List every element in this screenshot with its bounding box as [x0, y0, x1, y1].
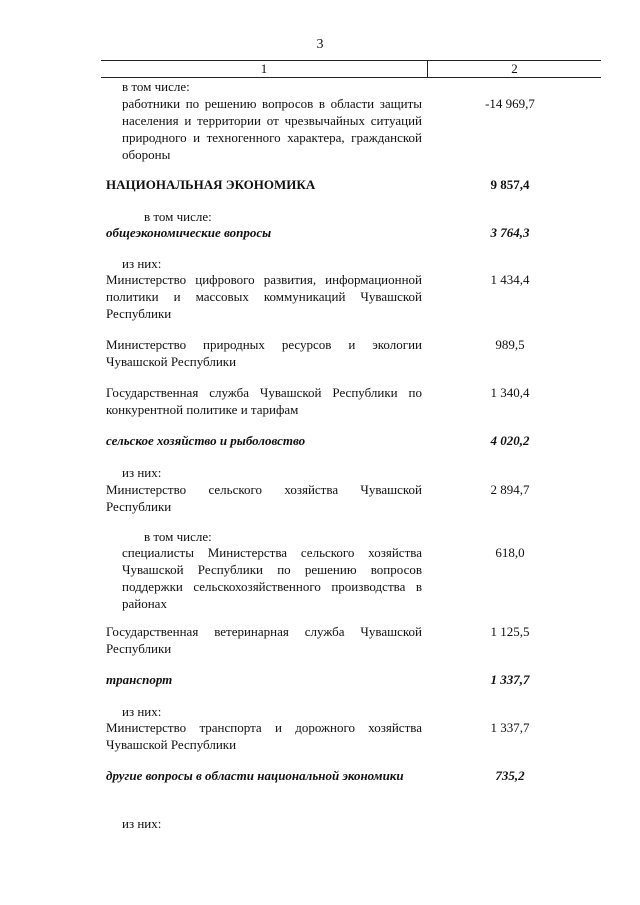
- row-label: в том числе:: [122, 79, 190, 94]
- row-label: в том числе:: [144, 529, 212, 544]
- row-value: 1 125,5: [490, 624, 530, 639]
- row-value: 9 857,4: [490, 177, 530, 192]
- header-col-2: 2: [511, 61, 518, 76]
- row-label: общеэкономические вопросы: [106, 225, 272, 240]
- row-label: Государственная служба Чувашской Республики по конкурентной политике и тарифам: [106, 385, 422, 417]
- row-label: специалисты Министерства сельского хозяйства Чувашской Республики по решению вопросов поддержки сельскохозяйственного производства в районах: [122, 545, 422, 611]
- row-value: 1 434,4: [490, 272, 530, 287]
- row-value: -14 969,7: [485, 96, 535, 111]
- row-label: Министерство транспорта и дорожного хозяйства Чувашской Республики: [106, 720, 422, 752]
- page-number: 3: [316, 37, 324, 52]
- table-header: [101, 60, 601, 78]
- row-label: Государственная ветеринарная служба Чувашской Республики: [106, 624, 422, 656]
- row-label: из них:: [122, 704, 162, 719]
- row-value: 2 894,7: [490, 482, 530, 497]
- row-label: из них:: [122, 816, 162, 831]
- header-col-1: 1: [260, 61, 268, 76]
- row-value: 1 337,7: [490, 720, 530, 735]
- row-label: Министерство природных ресурсов и экологии Чувашской Республики: [106, 337, 422, 369]
- row-label: Министерство цифрового развития, информационной политики и массовых коммуникаций Чувашской Республики: [106, 272, 422, 321]
- row-label: другие вопросы в области национальной экономики: [106, 768, 404, 783]
- row-value: 1 340,4: [490, 385, 530, 400]
- row-label: транспорт: [106, 672, 173, 687]
- row-value: 735,2: [495, 768, 525, 783]
- row-label: из них:: [122, 256, 162, 271]
- row-value: 1 337,7: [490, 672, 530, 687]
- row-label: в том числе:: [144, 209, 212, 224]
- row-label: Министерство сельского хозяйства Чувашской Республики: [106, 482, 422, 514]
- row-value: 4 020,2: [490, 433, 530, 448]
- row-label: сельское хозяйство и рыболовство: [106, 433, 306, 448]
- row-value: 618,0: [495, 545, 525, 560]
- row-label: из них:: [122, 465, 162, 480]
- row-label: работники по решению вопросов в области защиты населения и территории от чрезвычайных ситуаций природного и техногенного характера, гражданской обороны: [122, 96, 422, 162]
- row-value: 3 764,3: [490, 225, 530, 240]
- row-label: НАЦИОНАЛЬНАЯ ЭКОНОМИКА: [106, 177, 316, 192]
- row-value: 989,5: [495, 337, 525, 352]
